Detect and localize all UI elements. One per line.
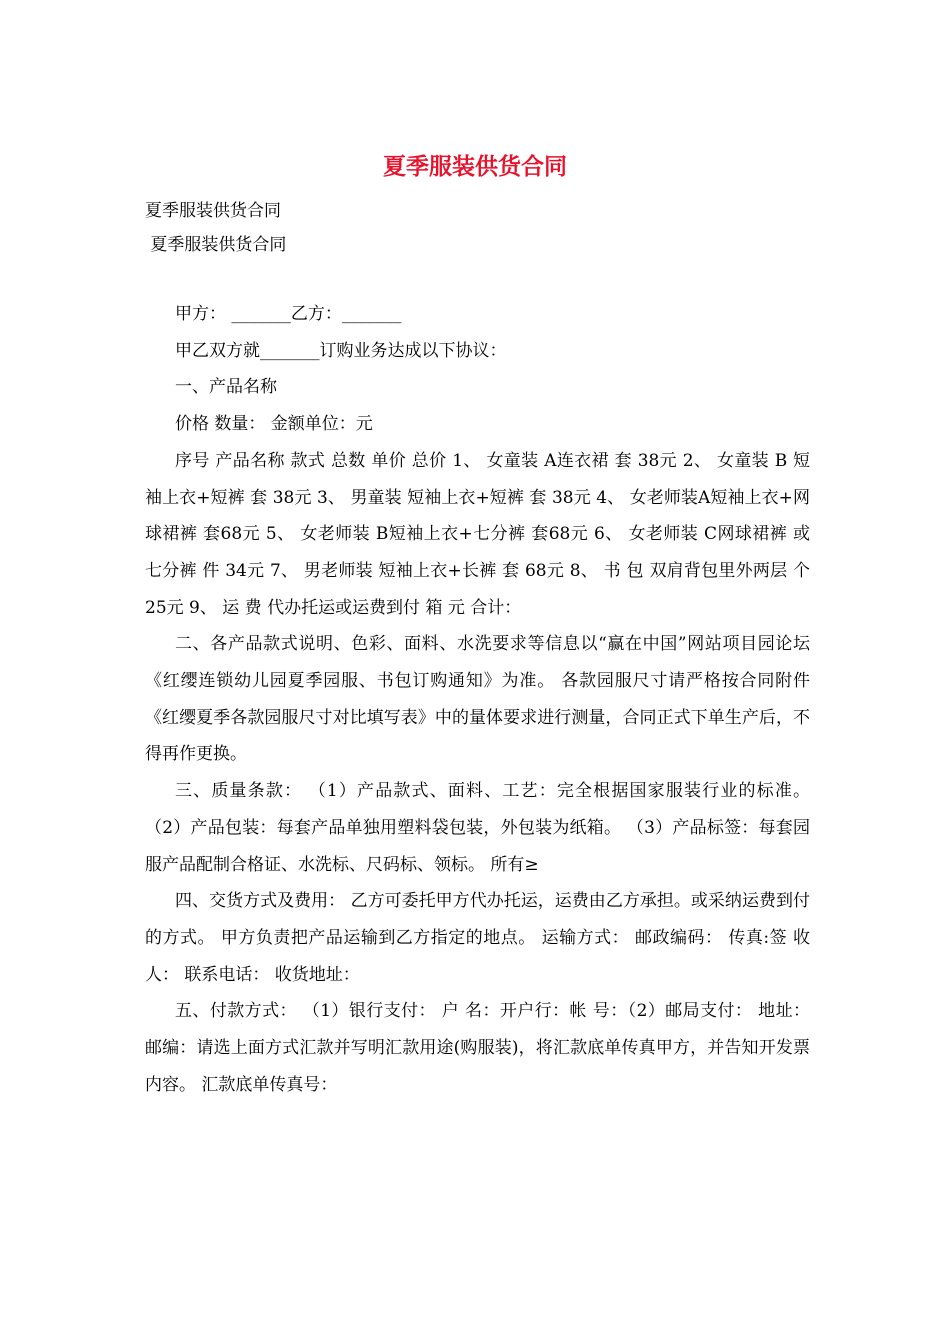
contract-body [145, 296, 810, 1103]
product-list-paragraph: 序号 产品名称 款式 总数 单价 总价 1、 女童装 A连衣裙 套 38元 2、 女童装 B 短袖上衣+短裤 套 38元 3、 男童装 短袖上衣+短裤 套 38元 4、 女老师装A短袖上衣+网球裙裤 套68元 5、 女老师装 B短袖上衣+七分裤 套68元 6、 女老师装 C网球裙裤 或 七分裤 件 34元 7、 男老师装 短袖上衣+长裤 套 68元 8、 书 包 双肩背包里外两层 个 25元 9、 运 费 代办托运或运费到付 箱 元 合计： [145, 450, 810, 618]
section-5-paragraph: 五、付款方式： （1）银行支付： 户 名：开户行：帐 号：（2）邮局支付： 地址：邮编：请选上面方式汇款并写明汇款用途(购服装)，将汇款底单传真甲方，并告知开发票内容。 汇款底单传真号： [145, 1001, 810, 1095]
subtitle-line-1: 夏季服装供货合同 [145, 201, 281, 221]
intro-paragraph: 甲乙双方就_______订购业务达成以下协议： [175, 340, 507, 361]
parties-line: 甲方： _______乙方：_______ [175, 304, 402, 324]
price-header: 价格 数量： 金额单位：元 [175, 414, 373, 435]
section-4-paragraph: 四、交货方式及费用： 乙方可委托甲方代办托运，运费由乙方承担。或采纳运费到付的方式。 甲方负责把产品运输到乙方指定的地点。 运输方式： 邮政编码： 传真:签 收 人： 联系电话： 收货地址： [145, 891, 810, 985]
document-title: 夏季服装供货合同 [383, 154, 567, 180]
section-2-paragraph: 二、各产品款式说明、色彩、面料、水洗要求等信息以“赢在中国”网站项目园论坛《红缨连锁幼儿园夏季园服、书包订购通知》为准。 各款园服尺寸请严格按合同附件《红缨夏季各款园服尺寸对比填写表》中的量体要求进行测量，合同正式下单生产后，不得再作更换。 [145, 634, 810, 765]
section-3-paragraph: 三、质量条款： （1）产品款式、面料、工艺：完全根据国家服装行业的标准。 （2）产品包装：每套产品单独用塑料袋包装，外包装为纸箱。 （3）产品标签：每套园服产品配制合格证、水洗标、尺码标、领标。 所有≥ [145, 781, 810, 875]
subtitle-line-2: 夏季服装供货合同 [145, 235, 287, 255]
section-1-heading: 一、产品名称 [175, 377, 277, 398]
